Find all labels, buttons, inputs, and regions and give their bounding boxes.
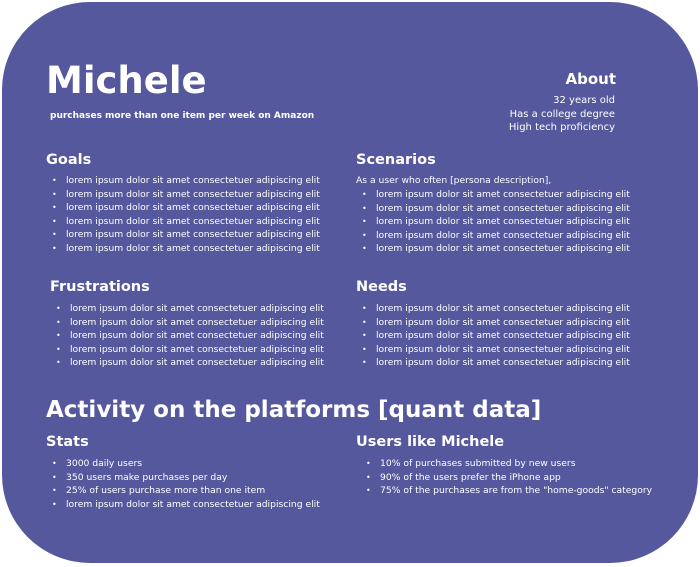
about-age: 32 years old bbox=[553, 95, 615, 106]
users-like-item: • 90% of the users prefer the iPhone app bbox=[366, 471, 652, 485]
goals-item: • lorem ipsum dolor sit amet consectetuer adipiscing elit bbox=[52, 228, 320, 242]
users-like-item: • 10% of purchases submitted by new users bbox=[366, 457, 652, 471]
about-tech-proficiency: High tech proficiency bbox=[508, 122, 615, 133]
scenarios-list bbox=[362, 188, 630, 256]
goals-item: • lorem ipsum dolor sit amet consectetuer adipiscing elit bbox=[52, 242, 320, 256]
frustrations-item: • lorem ipsum dolor sit amet consectetuer adipiscing elit bbox=[56, 302, 324, 316]
frustrations-item: • lorem ipsum dolor sit amet consectetuer adipiscing elit bbox=[56, 343, 324, 357]
scenarios-item: • lorem ipsum dolor sit amet consectetuer adipiscing elit bbox=[362, 188, 630, 202]
frustrations-item: • lorem ipsum dolor sit amet consectetuer adipiscing elit bbox=[56, 356, 324, 370]
about-details bbox=[509, 94, 615, 135]
goals-item: • lorem ipsum dolor sit amet consectetuer adipiscing elit bbox=[52, 201, 320, 215]
frustrations-title: Frustrations bbox=[50, 279, 150, 295]
goals-item: • lorem ipsum dolor sit amet consectetuer adipiscing elit bbox=[52, 174, 320, 188]
frustrations-list bbox=[56, 302, 324, 370]
needs-item: • lorem ipsum dolor sit amet consectetuer adipiscing elit bbox=[362, 302, 630, 316]
scenarios-intro: As a user who often [persona description], bbox=[356, 175, 552, 186]
goals-item: • lorem ipsum dolor sit amet consectetuer adipiscing elit bbox=[52, 215, 320, 229]
stats-item: • lorem ipsum dolor sit amet consectetuer adipiscing elit bbox=[52, 498, 320, 512]
stats-item: • 350 users make purchases per day bbox=[52, 471, 320, 485]
scenarios-item: • lorem ipsum dolor sit amet consectetuer adipiscing elit bbox=[362, 242, 630, 256]
stats-item: • 3000 daily users bbox=[52, 457, 320, 471]
frustrations-item: • lorem ipsum dolor sit amet consectetuer adipiscing elit bbox=[56, 329, 324, 343]
about-title: About bbox=[565, 70, 616, 88]
goals-list bbox=[52, 174, 320, 255]
users-like-title: Users like Michele bbox=[356, 434, 505, 450]
scenarios-item: • lorem ipsum dolor sit amet consectetuer adipiscing elit bbox=[362, 229, 630, 243]
needs-item: • lorem ipsum dolor sit amet consectetuer adipiscing elit bbox=[362, 329, 630, 343]
persona-tagline: purchases more than one item per week on Amazon bbox=[50, 111, 315, 121]
needs-item: • lorem ipsum dolor sit amet consectetuer adipiscing elit bbox=[362, 343, 630, 357]
users-like-item: • 75% of the purchases are from the "home-goods" category bbox=[366, 484, 652, 498]
needs-item: • lorem ipsum dolor sit amet consectetuer adipiscing elit bbox=[362, 316, 630, 330]
users-like-list bbox=[366, 457, 652, 498]
frustrations-item: • lorem ipsum dolor sit amet consectetuer adipiscing elit bbox=[56, 316, 324, 330]
stats-list bbox=[52, 457, 320, 511]
activity-title: Activity on the platforms [quant data] bbox=[46, 397, 542, 423]
needs-title: Needs bbox=[356, 279, 407, 295]
needs-item: • lorem ipsum dolor sit amet consectetuer adipiscing elit bbox=[362, 356, 630, 370]
needs-list bbox=[362, 302, 630, 370]
scenarios-item: • lorem ipsum dolor sit amet consectetuer adipiscing elit bbox=[362, 202, 630, 216]
goals-title: Goals bbox=[46, 152, 92, 168]
about-education: Has a college degree bbox=[509, 108, 615, 120]
scenarios-title: Scenarios bbox=[356, 152, 436, 168]
persona-name: Michele bbox=[46, 59, 207, 102]
scenarios-item: • lorem ipsum dolor sit amet consectetuer adipiscing elit bbox=[362, 215, 630, 229]
goals-item: • lorem ipsum dolor sit amet consectetuer adipiscing elit bbox=[52, 188, 320, 202]
stats-item: • 25% of users purchase more than one item bbox=[52, 484, 320, 498]
stats-title: Stats bbox=[46, 434, 89, 450]
